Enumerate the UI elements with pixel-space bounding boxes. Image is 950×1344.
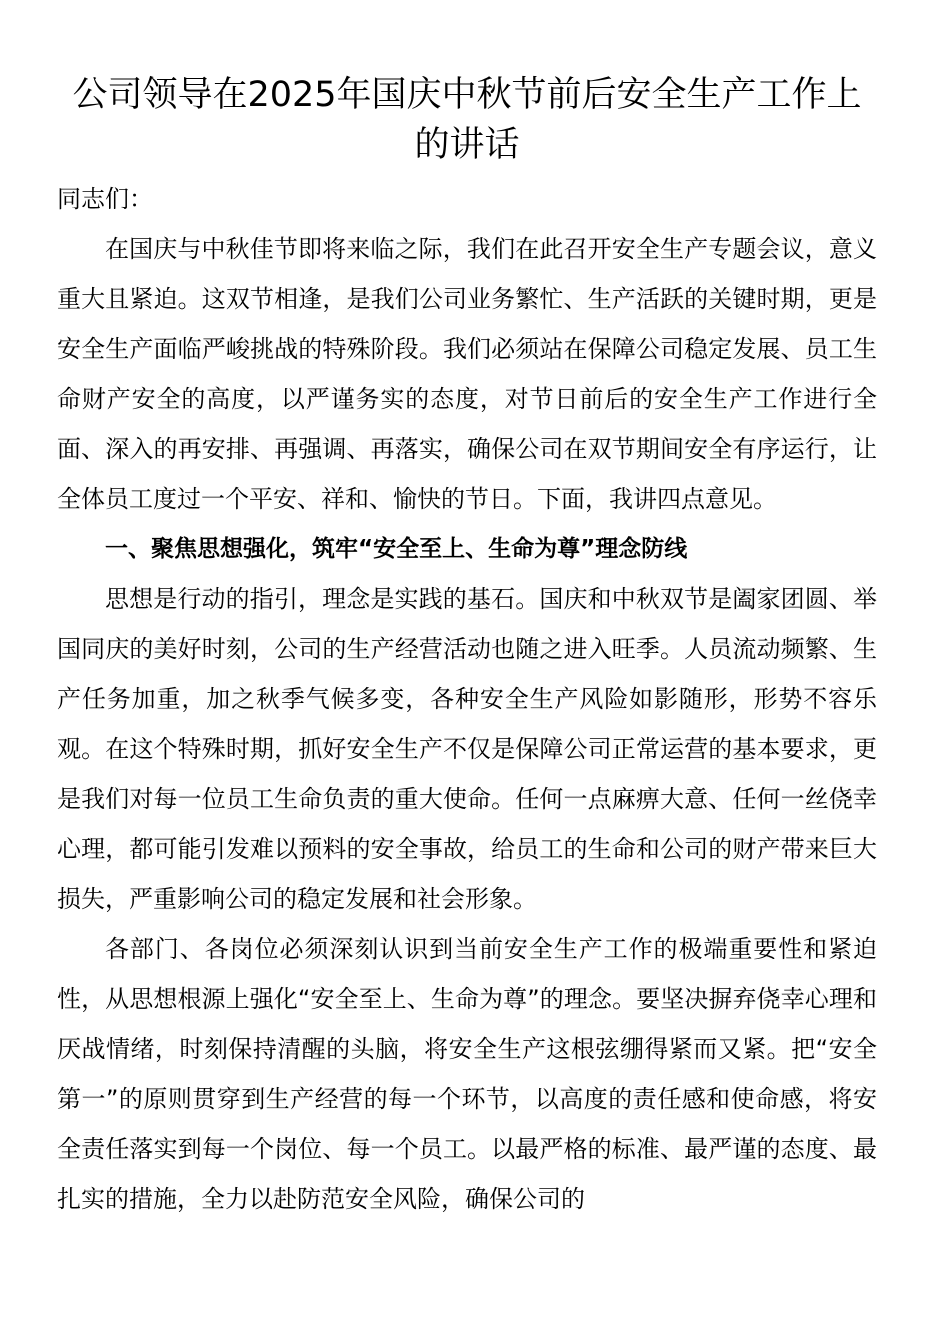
salutation: 同志们： — [57, 185, 153, 213]
section-paragraph-2: 各部门、各岗位必须深刻认识到当前安全生产工作的极端重要性和紧迫性，从思想根源上强化“安全至上、生命为尊”的理念。要坚决摒弃侥幸心理和厌战情绪，时刻保持清醒的头脑，将安全生产这根弦绷得紧而又紧。把“安全第一”的原则贯穿到生产经营的每一个环节，以高度的责任感和使命感，将安全责任落实到每一个岗位、每一个员工。以最严格的标准、最严谨的态度、最扎实的措施，全力以赴防范安全风险，确保公司的 — [57, 935, 877, 1213]
document-page — [57, 70, 877, 1224]
section-heading: 一、聚焦思想强化，筑牢“安全至上、生命为尊”理念防线 — [105, 536, 688, 562]
intro-paragraph: 在国庆与中秋佳节即将来临之际，我们在此召开安全生产专题会议，意义重大且紧迫。这双节相逢，是我们公司业务繁忙、生产活跃的关键时期，更是安全生产面临严峻挑战的特殊阶段。我们必须站在保障公司稳定发展、员工生命财产安全的高度，以严谨务实的态度，对节日前后的安全生产工作进行全面、深入的再安排、再强调、再落实，确保公司在双节期间安全有序运行，让全体员工度过一个平安、祥和、愉快的节日。下面，我讲四点意见。 — [57, 235, 877, 513]
document-title: 公司领导在2025年国庆中秋节前后安全生产工作上的讲话 — [72, 75, 862, 165]
section-paragraph-1: 思想是行动的指引，理念是实践的基石。国庆和中秋双节是阖家团圆、举国同庆的美好时刻，公司的生产经营活动也随之进入旺季。人员流动频繁、生产任务加重，加之秋季气候多变，各种安全生产风险如影随形，形势不容乐观。在这个特殊时期，抓好安全生产不仅是保障公司正常运营的基本要求，更是我们对每一位员工生命负责的重大使命。任何一点麻痹大意、任何一丝侥幸心理，都可能引发难以预料的安全事故，给员工的生命和公司的财产带来巨大损失，严重影响公司的稳定发展和社会形象。 — [57, 585, 877, 913]
